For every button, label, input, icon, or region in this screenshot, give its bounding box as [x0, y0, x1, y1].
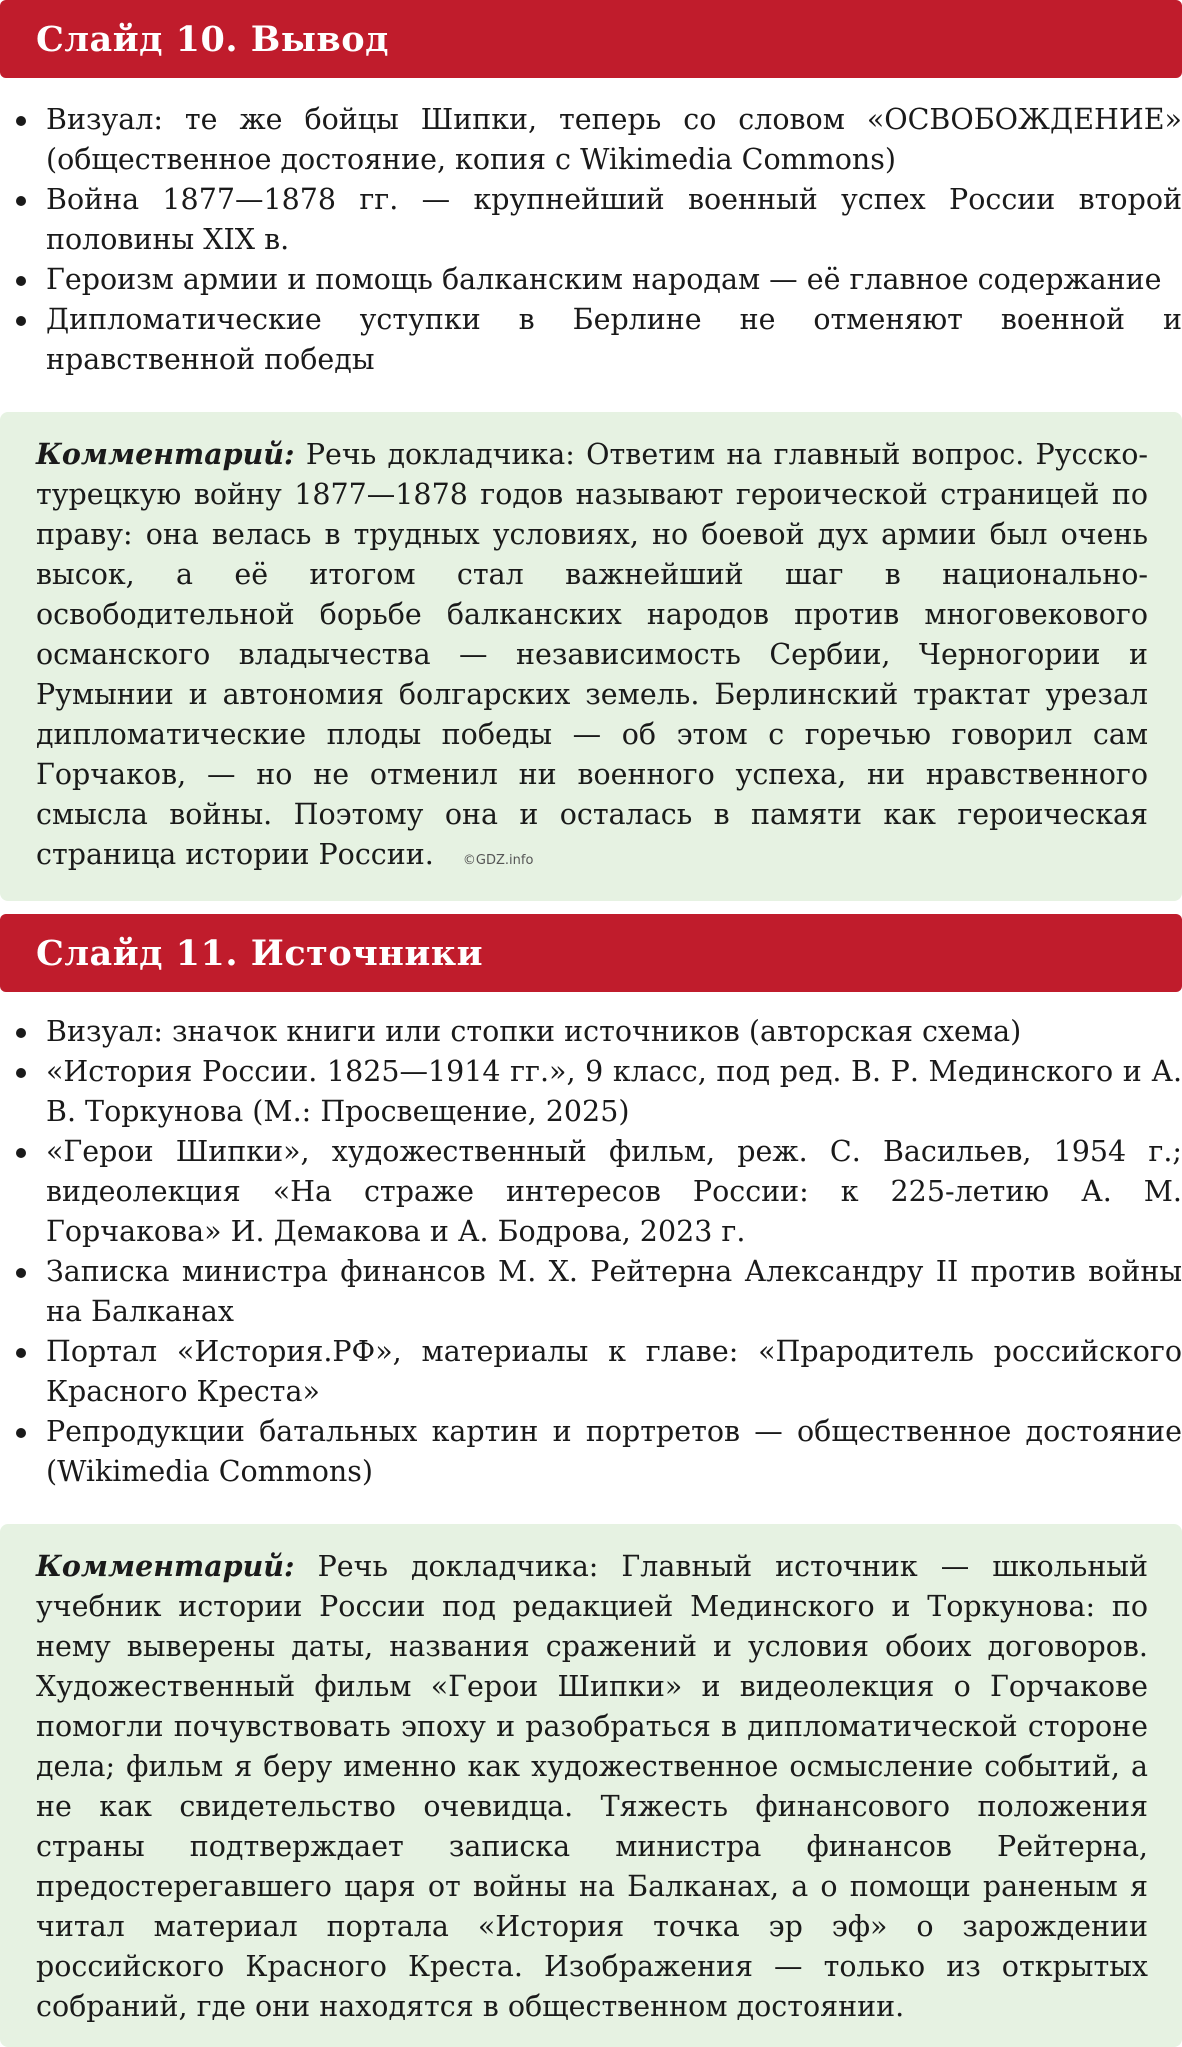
slide-11-bullet: Портал «История.РФ», материалы к главе: «Прародитель российского Красного Креста» — [0, 1332, 1182, 1412]
slide-11 — [0, 914, 1182, 2047]
slide-11-title: Слайд 11. Источники — [0, 914, 1182, 992]
slide-11-comment — [0, 1524, 1182, 2047]
slide-10-bullet: Героизм армии и помощь балканским народам — её главное содержание — [0, 260, 1182, 300]
comment-label: Комментарий: — [36, 437, 295, 471]
slide-11-bullet: Визуал: значок книги или стопки источников (авторская схема) — [0, 1012, 1182, 1052]
slide-11-bullet-list — [0, 1012, 1182, 1492]
slide-11-bullet: «История России. 1825—1914 гг.», 9 класс, под ред. В. Р. Мединского и А. В. Торкунова (М.: Просвещение, 2025) — [0, 1052, 1182, 1132]
slide-10 — [0, 0, 1182, 901]
watermark: ©GDZ.info — [462, 853, 534, 868]
slide-10-bullet: Война 1877—1878 гг. — крупнейший военный успех России второй половины XIX в. — [0, 180, 1182, 260]
slide-11-bullet: Записка министра финансов М. Х. Рейтерна Александру II против войны на Балканах — [0, 1252, 1182, 1332]
slide-10-title: Слайд 10. Вывод — [0, 0, 1182, 78]
slide-11-bullet: Репродукции батальных картин и портретов — общественное достояние (Wikimedia Commons) — [0, 1412, 1182, 1492]
slide-10-bullet: Дипломатические уступки в Берлине не отменяют военной и нравственной победы — [0, 300, 1182, 380]
comment-text: Речь докладчика: Главный источник — школьный учебник истории России под редакцией Мединского и Торкунова: по нему выверены даты, названия сражений и условия обоих договоров. Художественный фильм «Герои Шипки» и видеолекция о Горчакове помогли почувствовать эпоху и разобраться в дипломатической стороне дела; фильм я беру именно как художественное осмысление событий, а не как свидетельство очевидца. Тяжесть финансового положения страны подтверждает записка министра финансов Рейтерна, предостерегавшего царя от войны на Балканах, а о помощи раненым я читал материал портала «История точка эр эф» о зарождении российского Красного Креста. Изображения — только из открытых собраний, где они находятся в общественном достоянии. — [36, 1550, 1148, 2023]
slide-11-bullet: «Герои Шипки», художественный фильм, реж. С. Васильев, 1954 г.; видеолекция «На страже интересов России: к 225-летию А. М. Горчакова» И. Демакова и А. Бодрова, 2023 г. — [0, 1132, 1182, 1252]
comment-text: Речь докладчика: Ответим на главный вопрос. Русско-турецкую войну 1877—1878 годов называют героической страницей по праву: она велась в трудных условиях, но боевой дух армии был очень высок, а её итогом стал важнейший шаг в национально-освободительной борьбе балканских народов против многовекового османского владычества — независимость Сербии, Черногории и Румынии и автономия болгарских земель. Берлинский трактат урезал дипломатические плоды победы — об этом с горечью говорил сам Горчаков, — но не отменил ни военного успеха, ни нравственного смысла войны. Поэтому она и осталась в памяти как героическая страница истории России. — [36, 438, 1148, 871]
slide-10-comment — [0, 412, 1182, 901]
slide-10-bullet-list — [0, 100, 1182, 380]
slide-10-bullet: Визуал: те же бойцы Шипки, теперь со словом «ОСВОБОЖДЕНИЕ» (общественное достояние, копия с Wikimedia Commons) — [0, 100, 1182, 180]
comment-label: Комментарий: — [36, 1549, 295, 1583]
